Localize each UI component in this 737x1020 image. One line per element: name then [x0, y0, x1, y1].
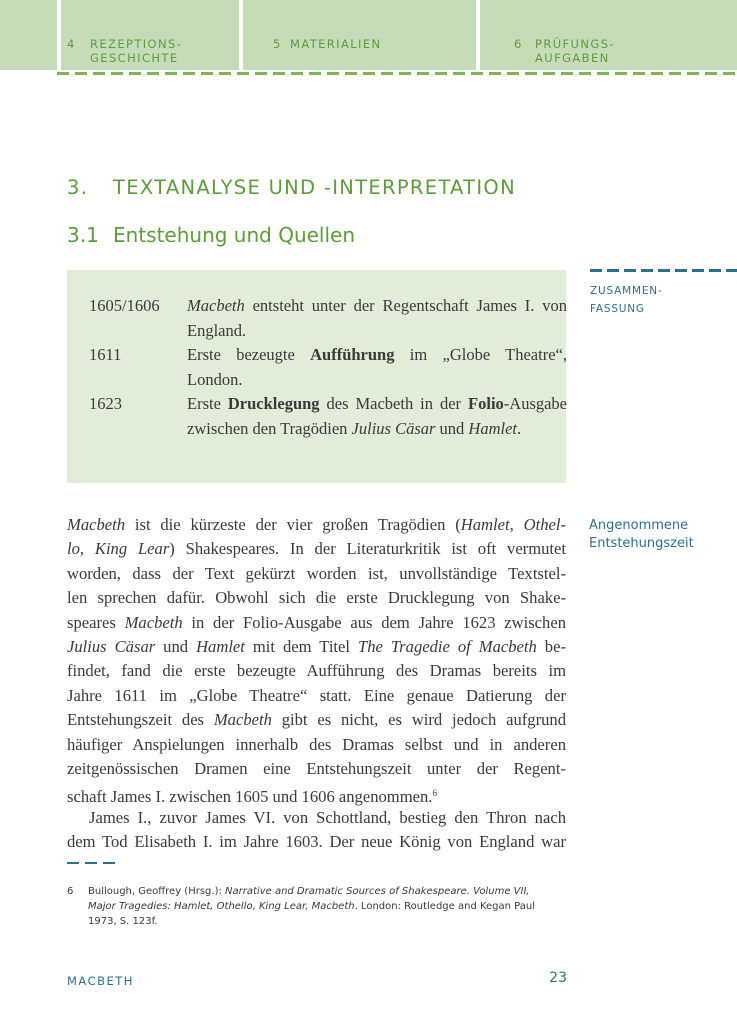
footer-book-title: MACBETH [67, 974, 134, 988]
nav-tab-number: 5 [273, 37, 282, 51]
summary-text: Erste Drucklegung des Macbeth in der Folio-Ausgabe zwischen den Tragödien Julius Cäsar und Hamlet. [187, 394, 568, 438]
nav-tab-label: PRÜFUNGS- AUFGABEN [535, 37, 615, 65]
nav-tab-spacer [0, 0, 57, 70]
summary-year: 1605/1606 [89, 296, 160, 315]
body-text [67, 513, 566, 854]
nav-tab-number: 4 [67, 37, 76, 51]
body-line: Julius Cäsar und Hamlet mit dem Titel The Tragedie of Macbeth be- [67, 636, 566, 656]
nav-tab-rezeptionsgeschichte[interactable] [61, 0, 239, 70]
body-line: findet, fand die erste bezeugte Aufführung des Dramas bereits im [67, 661, 566, 681]
body-line: Macbeth ist die kürzeste der vier großen Tragödien (Hamlet, Othel- [67, 515, 566, 534]
body-line: len sprechen dafür. Obwohl sich die erste Drucklegung von Shake- [67, 588, 566, 608]
header-dashed-divider [57, 72, 737, 75]
summary-year: 1611 [89, 345, 122, 364]
body-line: lo, King Lear) Shakespeares. In der Literaturkritik ist oft vermutet [67, 539, 567, 559]
nav-tab-label: REZEPTIONS- GESCHICHTE [90, 37, 183, 65]
body-line: James I., zuvor James VI. von Schottland, bestieg den Thron nach [89, 807, 566, 827]
body-line: häufiger Anspielungen innerhalb des Dramas selbst und in anderen [67, 734, 566, 754]
section-title: 3.1 Entstehung und Quellen [67, 223, 356, 247]
chapter-title: 3. TEXTANALYSE UND -INTERPRETATION [67, 176, 516, 199]
body-line: schaft James I. zwischen 1605 und 1606 angenommen.$^6$ [67, 787, 437, 807]
body-line: Entstehungszeit des Macbeth gibt es nicht, es wird jedoch aufgrund [67, 710, 566, 730]
nav-tab-pruefungsaufgaben[interactable] [480, 0, 737, 70]
body-line: worden, dass der Text gekürzt worden ist, unvollständige Textstel- [67, 563, 566, 583]
footnote-divider [67, 862, 117, 864]
chapter-navigation [0, 0, 737, 72]
nav-tab-number: 6 [514, 37, 523, 51]
summary-text: Erste bezeugte Aufführung im „Globe Theatre“, London. [187, 345, 567, 389]
sidebar-summary-label: ZUSAMMEN- FASSUNG [590, 285, 663, 315]
footnote-number: 6 [67, 886, 74, 897]
body-line: zeitgenössischen Dramen eine Entstehungszeit unter der Regent- [67, 758, 566, 778]
summary-year: 1623 [89, 394, 122, 413]
footnote-text: Bullough, Geoffrey (Hrsg.): Narrative and Dramatic Sources of Shakespeare. Volume VII, Major Tragedies: Hamlet, Othello, King Lear, Macbeth. London: Routledge and Kegan Paul 1973, S. 123f. [88, 886, 535, 927]
sidebar-margin-note: Angenommene Entstehungszeit [589, 518, 694, 551]
nav-tab-label: MATERIALIEN [290, 37, 382, 51]
footnote-reference[interactable]: 6 [432, 788, 437, 799]
body-line: Jahre 1611 im „Globe Theatre“ statt. Eine genaue Datierung der [67, 685, 566, 705]
sidebar-dashed-divider [590, 269, 737, 272]
body-line: speares Macbeth in der Folio-Ausgabe aus dem Jahre 1623 zwischen [67, 612, 567, 632]
body-line: dem Tod Elisabeth I. im Jahre 1603. Der neue König von England war [67, 832, 566, 852]
nav-tab-materialien[interactable] [243, 0, 476, 70]
page-number: 23 [549, 970, 567, 986]
summary-text: Macbeth entsteht unter der Regentschaft James I. von England. [187, 296, 567, 340]
